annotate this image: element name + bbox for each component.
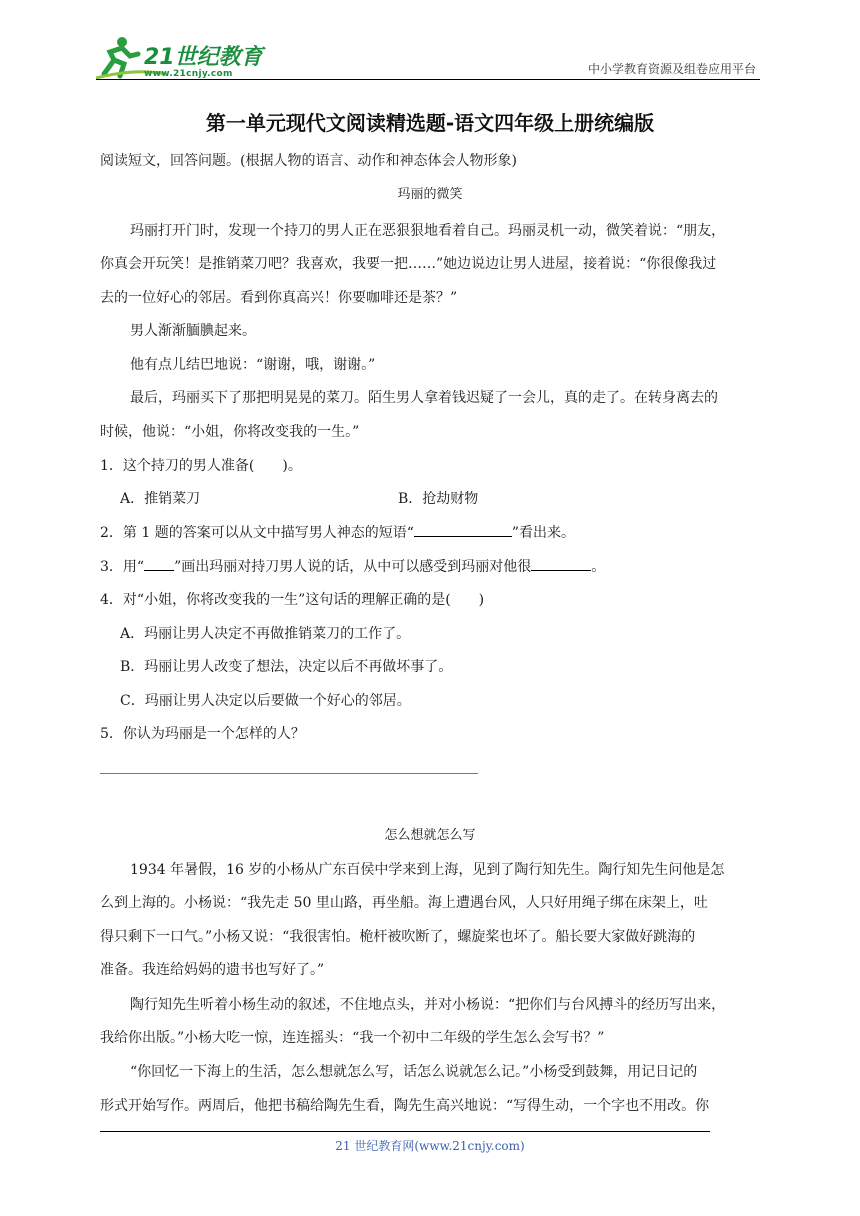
answer-line[interactable] <box>100 773 478 774</box>
passage2-line: “你回忆一下海上的生活，怎么想就怎么写，话怎么说就怎么记。”小杨受到鼓舞，用记日记的 <box>130 1064 698 1080</box>
question-4: 4．对“小姐，你将改变我的一生”这句话的理解正确的是( ) <box>100 592 485 608</box>
footer-divider <box>100 1131 710 1132</box>
page-header <box>96 28 760 84</box>
passage2-line: 我给你出版。”小杨大吃一惊，连连摇头：“我一个初中二年级的学生怎么会写书？” <box>100 1030 605 1046</box>
underline-sample <box>144 556 174 571</box>
answer-blank[interactable] <box>531 556 591 571</box>
passage2-line: 1934 年暑假，16 岁的小杨从广东百侯中学来到上海，见到了陶行知先生。陶行知先生问他是怎 <box>130 862 725 878</box>
header-divider <box>96 79 760 80</box>
instruction: 阅读短文，回答问题。(根据人物的语言、动作和神态体会人物形象) <box>100 153 517 169</box>
passage1-line: 玛丽打开门时，发现一个持刀的男人正在恶狠狠地看着自己。玛丽灵机一动，微笑着说：“朋友， <box>130 223 726 239</box>
question-1: 1．这个持刀的男人准备( )。 <box>100 458 302 474</box>
passage1-title: 玛丽的微笑 <box>397 187 463 202</box>
question-2-text-end: ”看出来。 <box>511 525 576 541</box>
passage1-line: 时候，他说：“小姐，你将改变我的一生。” <box>100 424 360 440</box>
question-4-option-b: B．玛丽让男人改变了想法，决定以后不再做坏事了。 <box>120 659 453 675</box>
passage2-title: 怎么想就怎么写 <box>384 828 476 843</box>
answer-blank[interactable] <box>414 522 512 537</box>
question-3 <box>100 556 762 577</box>
passage2-line: 准备。我连给妈妈的遗书也写好了。” <box>100 962 325 978</box>
passage2-line: 么到上海的。小杨说：“我先走 50 里山路，再坐船。海上遭遇台风，人只好用绳子绑在床架上，吐 <box>100 895 708 911</box>
passage1-line: 他有点儿结巴地说：“谢谢，哦，谢谢。” <box>130 357 376 373</box>
passage1-line: 你真会开玩笑！是推销菜刀吧？我喜欢，我要一把……”她边说边让男人进屋，接着说：“你很像我过 <box>100 256 717 272</box>
page-footer: 21 世纪教育网(www.21cnjy.com) <box>335 1139 525 1153</box>
passage2-line: 陶行知先生听着小杨生动的叙述，不住地点头，并对小杨说：“把你们与台风搏斗的经历写出来， <box>130 997 726 1013</box>
passage2-line: 得只剩下一口气。”小杨又说：“我很害怕。桅杆被吹断了，螺旋桨也坏了。船长要大家做好跳海的 <box>100 929 696 945</box>
question-3-text-end: 。 <box>591 559 606 575</box>
header-platform-text: 中小学教育资源及组卷应用平台 <box>587 62 756 76</box>
question-2-text: 2．第 1 题的答案可以从文中描写男人神态的短语“ <box>100 525 414 541</box>
question-1-option-b: B．抢劫财物 <box>398 491 479 507</box>
question-2 <box>100 522 762 543</box>
question-3-text: 3．用“ <box>100 559 145 575</box>
passage1-line: 去的一位好心的邻居。看到你真高兴！你要咖啡还是茶？” <box>100 290 458 306</box>
question-4-option-c: C．玛丽让男人决定以后要做一个好心的邻居。 <box>120 693 411 709</box>
site-logo <box>96 34 286 80</box>
logo-url: www.21cnjy.com <box>144 69 233 79</box>
passage1-line: 最后，玛丽买下了那把明晃晃的菜刀。陌生男人拿着钱迟疑了一会儿，真的走了。在转身离去的 <box>130 390 718 406</box>
page-title: 第一单元现代文阅读精选题-语文四年级上册统编版 <box>205 111 655 135</box>
question-5: 5．你认为玛丽是一个怎样的人？ <box>100 726 305 742</box>
passage2-line: 形式开始写作。两周后，他把书稿给陶先生看，陶先生高兴地说：“写得生动，一个字也不用改。你 <box>100 1098 710 1114</box>
passage1-line: 男人渐渐腼腆起来。 <box>130 323 256 339</box>
question-1-option-a: A．推销菜刀 <box>120 491 201 507</box>
svg-text:21世纪教育: 21世纪教育 <box>144 45 263 70</box>
question-3-text-mid: ”画出玛丽对持刀男人说的话，从中可以感受到玛丽对他很 <box>174 559 532 575</box>
question-4-option-a: A．玛丽让男人决定不再做推销菜刀的工作了。 <box>120 626 411 642</box>
